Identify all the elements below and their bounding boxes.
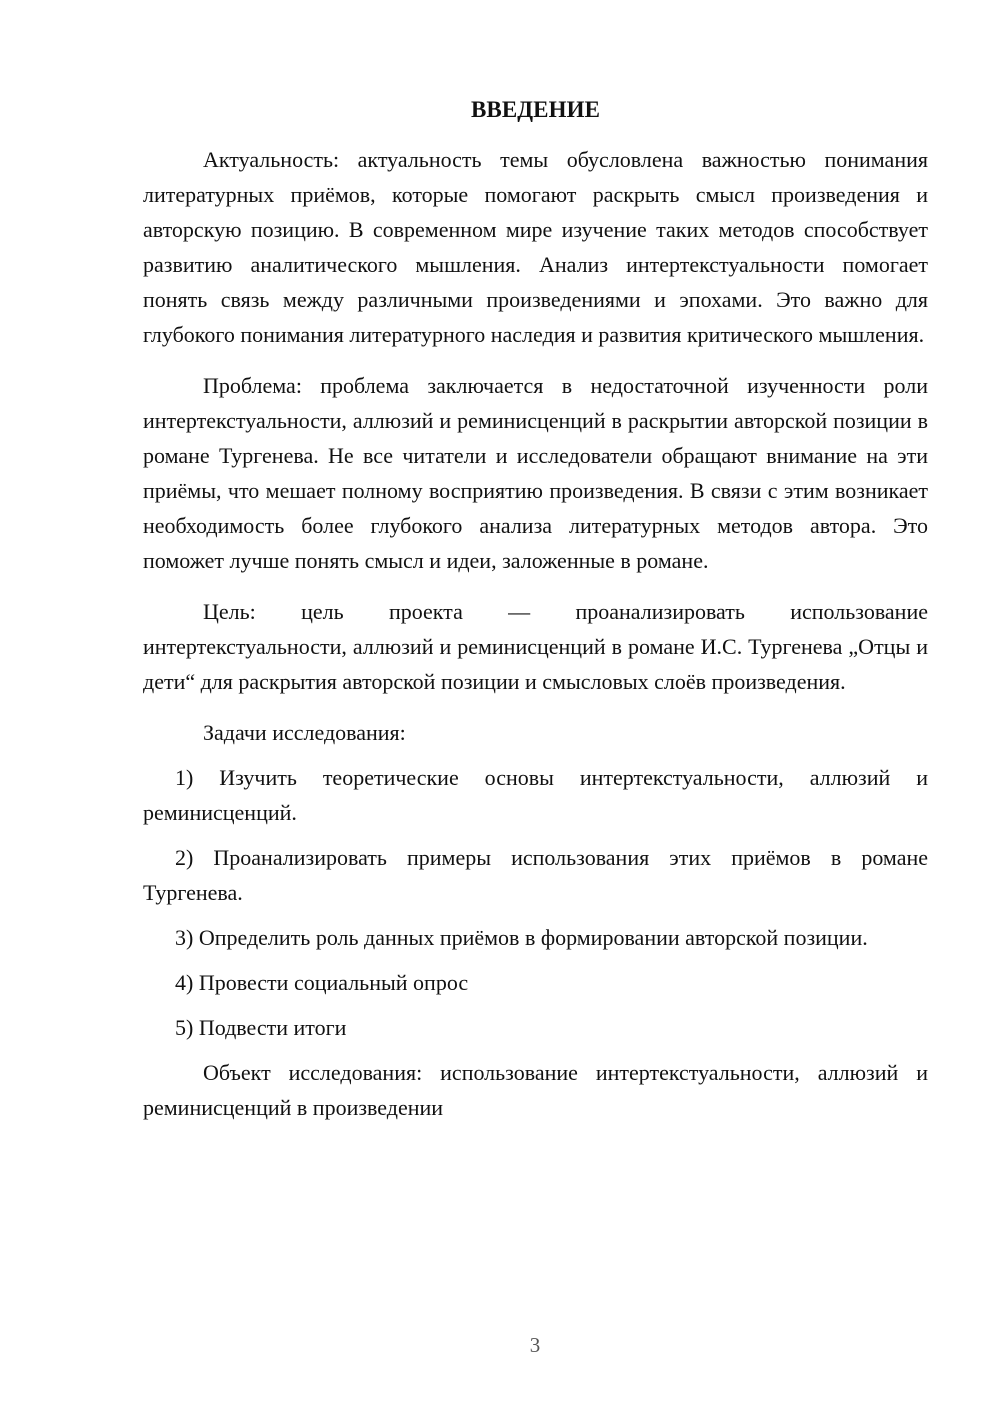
- page-number: 3: [529, 1333, 541, 1357]
- task-item-5: 5) Подвести итоги: [175, 1015, 347, 1040]
- problem-paragraph: Проблема: проблема заключается в недостаточной изученности роли интертекстуальности, аллюзий и реминисценций в раскрытии авторской позиции в романе Тургенева. Не все читатели и исследователи обращают внимание на эти приёмы, что мешает полному восприятию произведения. В связи с этим возникает необходимость более глубокого анализа литературных методов автора. Это поможет лучше понять смысл и идеи, заложенные в романе.: [143, 373, 928, 573]
- task-item-4: 4) Провести социальный опрос: [175, 970, 469, 995]
- object-paragraph: Объект исследования: использование интертекстуальности, аллюзий и реминисценций в произведении: [143, 1060, 928, 1120]
- relevance-paragraph: Актуальность: актуальность темы обусловлена важностью понимания литературных приёмов, которые помогают раскрыть смысл произведения и авторскую позицию. В современном мире изучение таких методов способствует развитию аналитического мышления. Анализ интертекстуальности помогает понять связь между различными произведениями и эпохами. Это важно для глубокого понимания литературного наследия и развития критического мышления.: [143, 147, 928, 347]
- goal-paragraph: Цель: цель проекта — проанализировать использование интертекстуальности, аллюзий и реминисценций в романе И.С. Тургенева „Отцы и дети“ для раскрытия авторской позиции и смысловых слоёв произведения.: [143, 599, 928, 694]
- section-title: ВВЕДЕНИЕ: [470, 97, 601, 122]
- task-item-2: 2) Проанализировать примеры использования этих приёмов в романе Тургенева.: [143, 845, 928, 905]
- page-content: [143, 92, 928, 1141]
- task-item-1: 1) Изучить теоретические основы интертекстуальности, аллюзий и реминисценций.: [143, 765, 928, 825]
- tasks-heading: Задачи исследования:: [203, 720, 406, 745]
- task-item-3: 3) Определить роль данных приёмов в формировании авторской позиции.: [175, 925, 868, 950]
